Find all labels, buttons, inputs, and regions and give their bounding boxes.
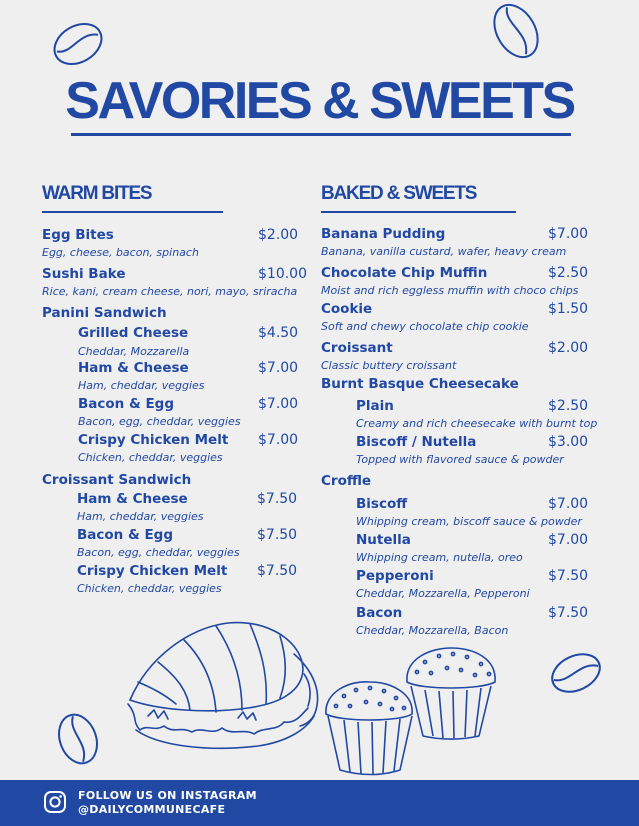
item-price: $2.50: [548, 265, 589, 281]
item-description: Bacon, egg, cheddar, veggies: [77, 546, 240, 559]
item-name: Pepperoni: [356, 568, 434, 584]
item-price: $7.00: [258, 360, 299, 376]
category-name: Burnt Basque Cheesecake: [321, 376, 519, 392]
item-description: Cheddar, Mozzarella, Bacon: [356, 624, 509, 637]
item-name: Crispy Chicken Melt: [78, 432, 229, 448]
coffee-bean-icon: [548, 648, 604, 698]
item-name: Sushi Bake: [42, 266, 126, 282]
coffee-bean-icon: [484, 0, 548, 62]
item-price: $7.00: [258, 396, 299, 412]
item-description: Whipping cream, nutella, oreo: [356, 551, 523, 564]
item-description: Creamy and rich cheesecake with burnt top: [356, 417, 598, 430]
item-description: Chicken, cheddar, veggies: [77, 582, 222, 595]
item-price: $7.00: [258, 432, 299, 448]
warm-bites-divider: [42, 211, 223, 213]
item-description: Egg, cheese, bacon, spinach: [42, 246, 199, 259]
item-price: $7.50: [257, 563, 298, 579]
item-price: $1.50: [548, 301, 589, 317]
item-name: Biscoff: [356, 496, 408, 512]
item-price: $10.00: [258, 266, 307, 282]
item-name: Nutella: [356, 532, 411, 548]
item-description: Ham, cheddar, veggies: [78, 379, 205, 392]
category-name: Croissant Sandwich: [42, 472, 192, 488]
item-price: $2.00: [258, 227, 299, 243]
item-name: Egg Bites: [42, 227, 114, 243]
item-name: Bacon & Egg: [78, 396, 175, 412]
item-description: Whipping cream, biscoff sauce & powder: [356, 515, 582, 528]
item-description: Chicken, cheddar, veggies: [78, 451, 223, 464]
item-price: $7.00: [548, 226, 589, 242]
item-name: Bacon: [356, 605, 403, 621]
baked-sweets-divider: [321, 211, 516, 213]
item-price: $3.00: [548, 434, 589, 450]
item-name: Banana Pudding: [321, 226, 446, 242]
footer-bar: [0, 780, 639, 826]
item-name: Cookie: [321, 301, 373, 317]
item-price: $2.50: [548, 398, 589, 414]
item-name: Croissant: [321, 340, 393, 356]
item-name: Grilled Cheese: [78, 325, 189, 341]
muffin-icon: [403, 646, 499, 740]
item-description: Soft and chewy chocolate chip cookie: [321, 320, 529, 333]
item-description: Classic buttery croissant: [321, 359, 457, 372]
item-price: $7.50: [548, 605, 589, 621]
item-description: Rice, kani, cream cheese, nori, mayo, sriracha: [42, 285, 298, 298]
item-description: Cheddar, Mozzarella: [78, 345, 190, 358]
item-price: $7.00: [548, 496, 589, 512]
croissant-sandwich-icon: [118, 618, 326, 760]
item-name: Plain: [356, 398, 394, 414]
category-name: Croffle: [321, 473, 372, 489]
item-price: $7.00: [548, 532, 589, 548]
baked-sweets-heading: BAKED & SWEETS: [321, 183, 477, 204]
title-divider: [71, 133, 571, 136]
item-name: Ham & Cheese: [78, 360, 189, 376]
item-description: Bacon, egg, cheddar, veggies: [78, 415, 241, 428]
coffee-bean-icon: [48, 16, 108, 72]
item-price: $2.00: [548, 340, 589, 356]
item-name: Crispy Chicken Melt: [77, 563, 228, 579]
item-price: $4.50: [258, 325, 299, 341]
item-name: Biscoff / Nutella: [356, 434, 477, 450]
item-name: Ham & Cheese: [77, 491, 188, 507]
instagram-icon[interactable]: [44, 791, 66, 813]
item-description: Cheddar, Mozzarella, Pepperoni: [356, 587, 530, 600]
item-description: Moist and rich eggless muffin with choco chips: [321, 284, 579, 297]
instagram-follow-text: FOLLOW US ON INSTAGRAM: [78, 789, 257, 802]
menu-title: SAVORIES & SWEETS: [65, 72, 574, 130]
item-description: Ham, cheddar, veggies: [77, 510, 204, 523]
item-description: Banana, vanilla custard, wafer, heavy cream: [321, 245, 567, 258]
coffee-bean-icon: [52, 710, 104, 768]
item-name: Chocolate Chip Muffin: [321, 265, 488, 281]
item-price: $7.50: [257, 491, 298, 507]
item-price: $7.50: [548, 568, 589, 584]
category-name: Panini Sandwich: [42, 305, 167, 321]
instagram-handle[interactable]: @DAILYCOMMUNECAFE: [78, 803, 226, 816]
warm-bites-heading: WARM BITES: [42, 183, 152, 204]
item-name: Bacon & Egg: [77, 527, 174, 543]
item-price: $7.50: [257, 527, 298, 543]
item-description: Topped with flavored sauce & powder: [356, 453, 564, 466]
